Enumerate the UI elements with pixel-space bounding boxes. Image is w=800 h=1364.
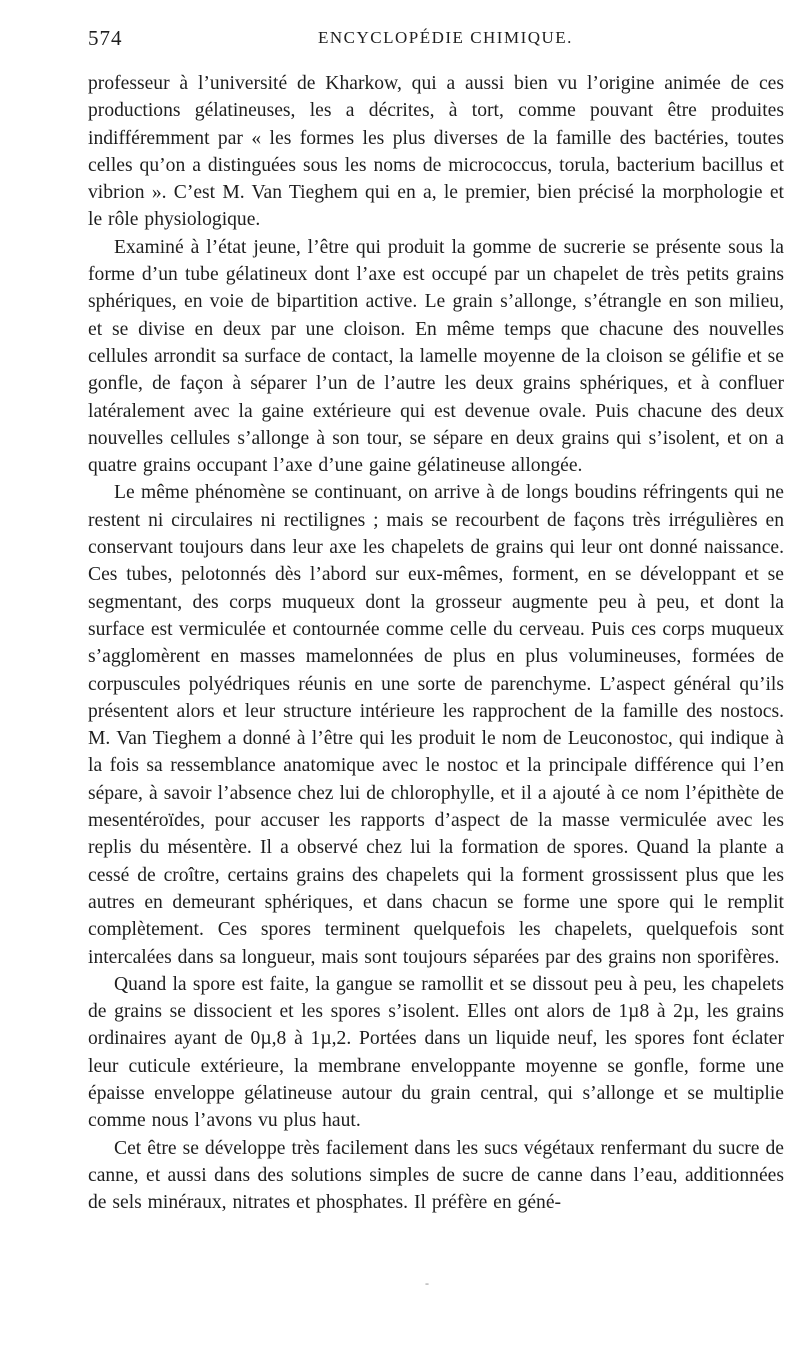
body-text <box>88 70 784 1216</box>
running-title: ENCYCLOPÉDIE CHIMIQUE. <box>318 28 573 47</box>
paragraph-2: Examiné à l’état jeune, l’être qui produit la gomme de sucrerie se présente sous la forme d’un tube gélatineux dont l’axe est occupé par un chapelet de très petits grains sphériques, en voie de bipartition active. Le grain s’allonge, s’étrangle en son milieu, et se divise en deux par une cloison. En même temps que chacune des nouvelles cellules arrondit sa surface de contact, la lamelle moyenne de la cloison se gélifie et se gonfle, de façon à séparer l’un de l’autre les deux grains sphériques, et à confluer latéralement avec la gaine extérieure qui est devenue ovale. Puis chacune des deux nouvelles cellules s’allonge à son tour, se sépare en deux grains qui s’isolent, et on a quatre grains occupant l’axe d’une gaine gélatineuse allongée. <box>88 236 784 477</box>
paragraph-3: Le même phénomène se continuant, on arrive à de longs boudins réfringents qui ne restent ni circulaires ni rectilignes ; mais se recourbent de façons très irrégulières en conservant toujours dans leur axe les chapelets de grains qui leur ont donné naissance. Ces tubes, pelotonnés dès l’abord sur eux-mêmes, forment, en se développant et se segmentant, des corps muqueux dont la grosseur augmente peu à peu, et dont la surface est vermiculée et contournée comme celle du cerveau. Puis ces corps muqueux s’agglomèrent en masses mamelonnées de plus en plus volumineuses, formées de corpuscules polyédriques réunis en une sorte de parenchyme. L’aspect général qu’ils présentent alors et leur structure intérieure les rapprochent de la famille des nostocs. M. Van Tieghem a donné à l’être qui les produit le nom de Leuconostoc, qui indique à la fois sa ressemblance anatomique avec le nostoc et la principale différence qui l’en sépare, à savoir l’absence chez lui de chlorophylle, et il a ajouté à ce nom l’épithète de mesentéroïdes, pour accuser les rapports d’aspect de la masse vermiculée avec les replis du mésentère. Il a observé chez lui la formation de spores. Quand la plante a cessé de croître, certains grains des chapelets qui la forment grossissent plus que les autres en demeurant sphériques, et dans chacun se forme une spore qui le remplit complètement. Ces spores terminent quelquefois les chapelets, quelquefois sont intercalées dans sa longueur, mais sont toujours séparées par des grains non sporifères. <box>88 482 784 968</box>
paragraph-4: Quand la spore est faite, la gangue se ramollit et se dissout peu à peu, les chapelets de grains se dissocient et les spores s’isolent. Elles ont alors de 1µ8 à 2µ, les grains ordinaires ayant de 0µ,8 à 1µ,2. Portées dans un liquide neuf, les spores font éclater leur cuticule extérieure, la membrane enveloppante moyenne se gonfle, forme une épaisse enveloppe gélatineuse autour du grain central, qui s’allonge et se multiplie comme nous l’avons vu plus haut. <box>88 973 784 1132</box>
page-number: 574 <box>88 26 123 50</box>
paragraph-1: professeur à l’université de Kharkow, qui a aussi bien vu l’origine animée de ces productions gélatineuses, les a décrites, à tort, comme pouvant être produites indifféremment par « les formes les plus diverses de la famille des bactéries, toutes celles qu’on a distinguées sous les noms de micrococcus, torula, bacterium bacillus et vibrion ». C’est M. Van Tieghem qui en a, le premier, bien précisé la morphologie et le rôle physiologique. <box>88 73 784 231</box>
page-header <box>88 26 760 56</box>
paragraph-5: Cet être se développe très facilement dans les sucs végétaux renfermant du sucre de canne, et aussi dans des solutions simples de sucre de canne dans l’eau, additionnées de sels minéraux, nitrates et phosphates. Il préfère en géné- <box>88 1137 784 1214</box>
footer-mark: - <box>425 1276 429 1290</box>
